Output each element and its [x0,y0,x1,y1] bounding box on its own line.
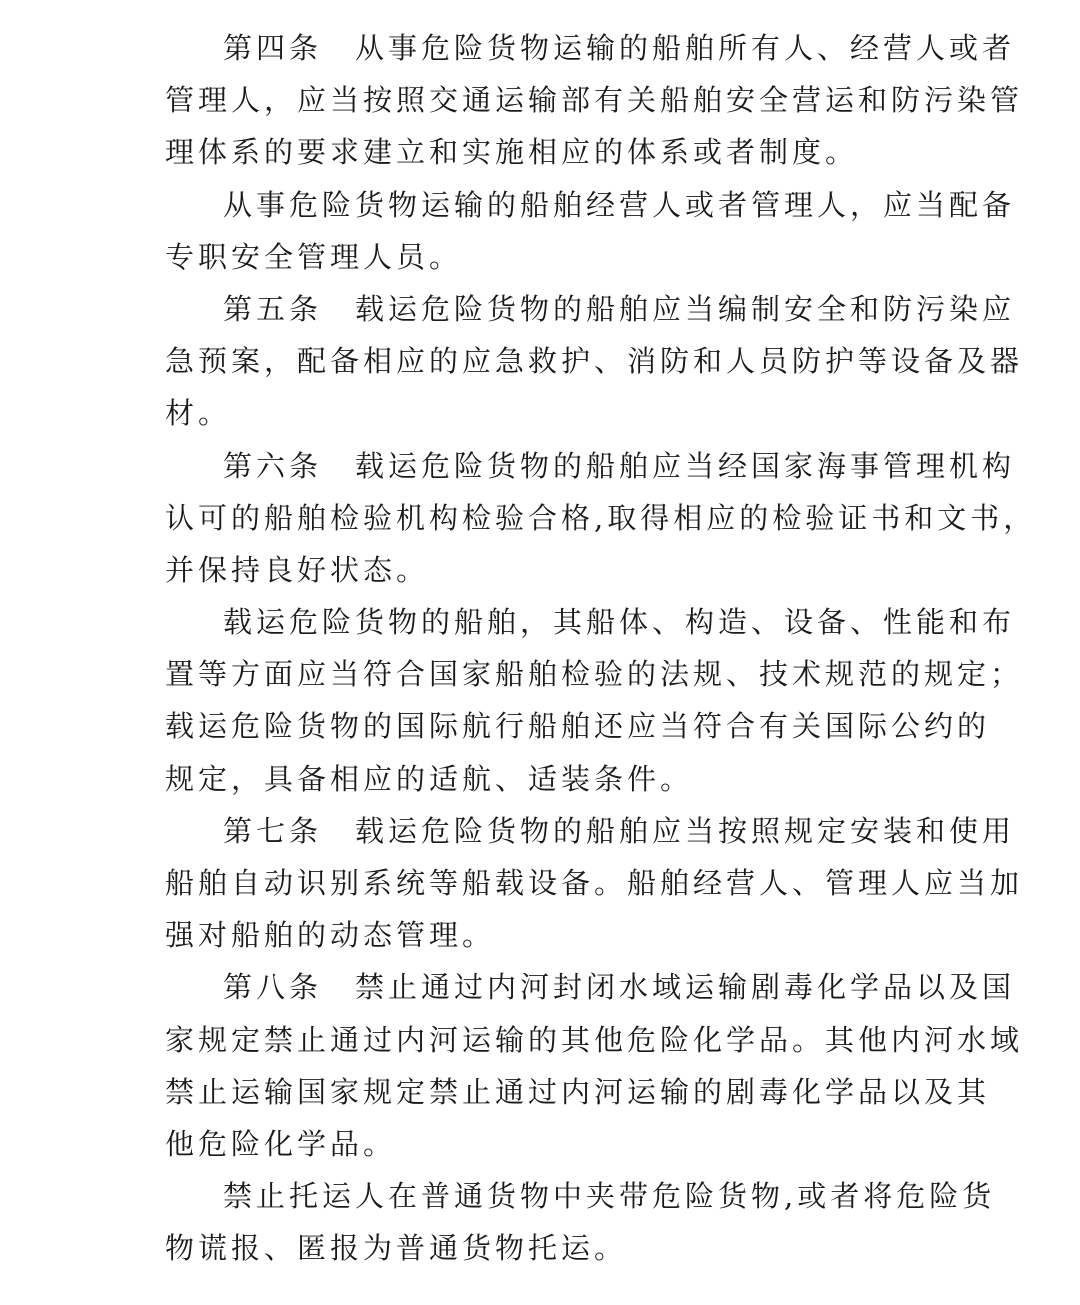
article-8-line-2: 家规定禁止通过内河运输的其他危险化学品。其他内河水域 [165,1022,1024,1057]
article-8-para-2-line-1: 禁止托运人在普通货物中夹带危险货物,或者将危险货 [223,1179,996,1214]
article-6-para-2-line-3: 载运危险货物的国际航行船舶还应当符合有关国际公约的 [165,709,991,744]
article-4-para-2-line-2: 专职安全管理人员。 [165,239,463,274]
article-5-line-2: 急预案，配备相应的应急救护、消防和人员防护等设备及器 [165,344,1024,379]
article-6-para-2-line-4: 规定，具备相应的适航、适装条件。 [165,761,694,796]
article-8-line-3: 禁止运输国家规定禁止通过内河运输的剧毒化学品以及其 [165,1074,991,1109]
article-7-line-3: 强对船舶的动态管理。 [165,918,496,953]
article-6-line-1: 第六条 载运危险货物的船舶应当经国家海事管理机构 [223,448,1016,483]
article-8-para-2-line-2: 物谎报、匿报为普通货物托运。 [165,1231,628,1266]
article-8-line-1: 第八条 禁止通过内河封闭水域运输剧毒化学品以及国 [223,970,1016,1005]
article-4-line-2: 管理人，应当按照交通运输部有关船舶安全营运和防污染管 [165,83,1024,118]
article-4-para-2-line-1: 从事危险货物运输的船舶经营人或者管理人，应当配备 [223,187,1016,222]
article-6-para-2-line-1: 载运危险货物的船舶，其船体、构造、设备、性能和布 [223,605,1016,640]
article-6-para-2-line-2: 置等方面应当符合国家船舶检验的法规、技术规范的规定； [165,657,1024,692]
article-7-line-2: 船舶自动识别系统等船载设备。船舶经营人、管理人应当加 [165,866,1024,900]
article-4-line-1: 第四条 从事危险货物运输的船舶所有人、经营人或者 [223,31,1016,65]
article-4-line-3: 理体系的要求建立和实施相应的体系或者制度。 [165,135,859,170]
article-5-line-3: 材。 [165,396,232,431]
article-6-line-3: 并保持良好状态。 [165,552,430,587]
article-7-line-1: 第七条 载运危险货物的船舶应当按照规定安装和使用 [223,813,1016,848]
article-5-line-1: 第五条 载运危险货物的船舶应当编制安全和防污染应 [223,291,1016,326]
article-6-line-2: 认可的船舶检验机构检验合格,取得相应的检验证书和文书， [165,500,1037,535]
article-8-line-4: 他危险化学品。 [165,1126,397,1161]
regulation-text [165,22,1037,1275]
